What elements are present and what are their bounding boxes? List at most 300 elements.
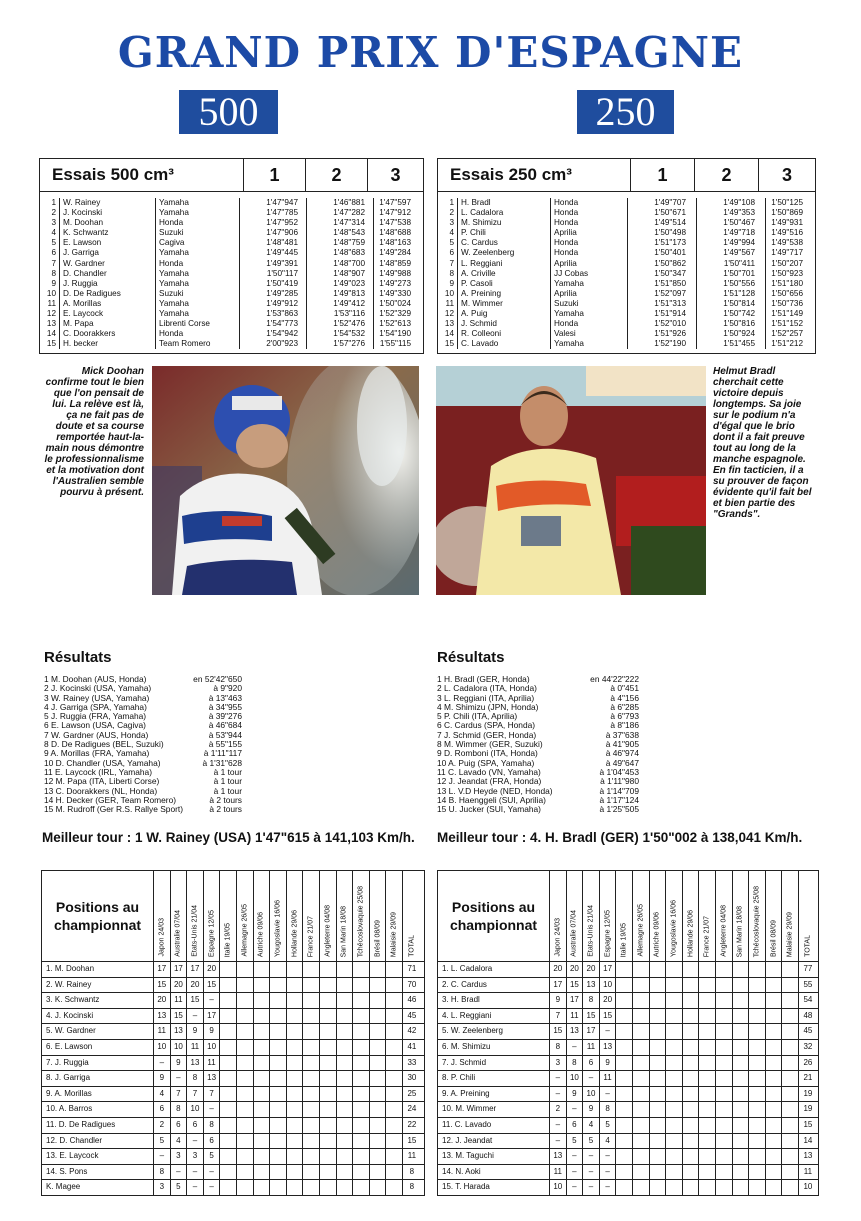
list-item: 15 U. Jucker (SUI, Yamaha)	[437, 804, 541, 815]
list-item: à 53"944	[208, 729, 242, 740]
list-item: 1'49"412	[333, 298, 365, 308]
list-item: P. Casoli	[461, 278, 493, 288]
points-cell	[353, 1087, 370, 1102]
rider-name: 1. L. Cadalora	[438, 962, 550, 977]
list-item: 1'48"907	[333, 268, 365, 278]
points-cell: 6	[204, 1134, 221, 1149]
points-cell: 9	[204, 1024, 221, 1039]
list-item: H. becker	[63, 339, 99, 349]
table-row	[42, 1040, 424, 1056]
total-cell: 48	[803, 1010, 813, 1020]
points-cell: 13	[567, 1024, 584, 1039]
points-cell	[716, 1165, 733, 1180]
points-cell	[270, 1102, 287, 1117]
points-cell	[749, 993, 766, 1008]
list-item: 1'52"613	[379, 319, 411, 329]
points-cell: 8	[550, 1040, 567, 1055]
points-cell	[766, 962, 783, 977]
list-item: Yamaha	[159, 298, 189, 308]
points-cell: 10	[583, 1087, 600, 1102]
points-cell: –	[550, 1087, 567, 1102]
points-cell	[650, 1180, 667, 1195]
list-item: à 39"276	[208, 711, 242, 722]
list-item: Aprilia	[554, 288, 577, 298]
list-item: A. Puig	[461, 309, 488, 319]
list-item: 1'50"816	[723, 319, 755, 329]
list-item: D. Chandler	[63, 268, 107, 278]
rider-name: 8. P. Chili	[438, 1071, 550, 1086]
list-item: 1'47"597	[379, 198, 411, 207]
list-item: Aprilia	[554, 258, 577, 268]
points-cell	[254, 1118, 271, 1133]
points-cell	[633, 1180, 650, 1195]
points-cell	[716, 993, 733, 1008]
points-cell	[220, 962, 237, 977]
column-header: Autriche 09/06	[254, 871, 271, 961]
list-item: 1'51"149	[771, 309, 803, 319]
list-item: 7 W. Gardner (AUS, Honda)	[44, 729, 149, 740]
points-cell: 20	[204, 962, 221, 977]
list-item: 9	[51, 278, 56, 288]
points-cell	[666, 1071, 683, 1086]
column-header: Tchécoslovaquie 25/08	[353, 871, 370, 961]
points-cell	[699, 962, 716, 977]
points-cell	[749, 1134, 766, 1149]
list-item: Yamaha	[159, 309, 189, 319]
points-cell	[237, 1165, 254, 1180]
points-cell	[782, 1087, 799, 1102]
points-cell	[320, 1087, 337, 1102]
points-cell	[386, 1180, 403, 1195]
list-item: 12	[444, 309, 454, 319]
rider-name: 12. J. Jeandat	[438, 1134, 550, 1149]
list-item: à 37"638	[605, 729, 639, 740]
points-cell	[320, 1102, 337, 1117]
column-header: Etats-Unis 21/04	[583, 871, 600, 961]
points-cell: 13	[600, 1040, 617, 1055]
points-cell	[220, 1118, 237, 1133]
points-cell	[370, 1087, 387, 1102]
points-cell	[353, 1071, 370, 1086]
points-cell	[782, 962, 799, 977]
list-item: Yamaha	[159, 268, 189, 278]
points-cell	[766, 978, 783, 993]
list-item: 1'50"419	[266, 278, 298, 288]
table-row	[42, 978, 424, 994]
points-cell	[666, 1102, 683, 1117]
points-cell	[683, 1024, 700, 1039]
points-cell	[220, 1165, 237, 1180]
points-cell	[220, 1102, 237, 1117]
list-item: 1'52"097	[654, 288, 686, 298]
points-cell	[237, 1118, 254, 1133]
points-cell	[237, 1071, 254, 1086]
list-item: 1'53"863	[266, 309, 298, 319]
rider-name: 14. S. Pons	[42, 1165, 154, 1180]
points-cell	[370, 1180, 387, 1195]
list-item: à 46"974	[605, 748, 639, 759]
points-cell	[370, 1024, 387, 1039]
points-cell: 10	[204, 1040, 221, 1055]
points-cell	[699, 1071, 716, 1086]
column-header: France 21/07	[699, 871, 716, 961]
list-item: 1'49"988	[379, 268, 411, 278]
points-cell	[733, 978, 750, 993]
points-cell	[749, 1071, 766, 1086]
column-header: Yougoslavie 16/06	[270, 871, 287, 961]
points-cell: –	[187, 1009, 204, 1024]
points-cell	[650, 1165, 667, 1180]
points-cell	[270, 1149, 287, 1164]
points-cell	[716, 1118, 733, 1133]
points-cell	[650, 1024, 667, 1039]
table-row	[438, 1118, 818, 1134]
points-cell: 11	[171, 993, 188, 1008]
rider-name: 4. J. Kocinski	[42, 1009, 154, 1024]
points-cell	[616, 1165, 633, 1180]
list-item: 1'54"532	[333, 329, 365, 339]
list-item: K. Schwantz	[63, 228, 109, 238]
points-cell	[666, 962, 683, 977]
table-row	[438, 1149, 818, 1165]
points-cell	[320, 1024, 337, 1039]
points-cell	[370, 1056, 387, 1071]
points-cell: –	[567, 1180, 584, 1195]
points-cell: 8	[600, 1102, 617, 1117]
points-cell	[254, 1009, 271, 1024]
list-item: 12	[46, 309, 56, 319]
total-cell: 77	[803, 964, 813, 973]
points-cell	[650, 1040, 667, 1055]
points-cell: –	[550, 1134, 567, 1149]
points-cell: 20	[600, 993, 617, 1008]
list-item: 1'52"190	[654, 339, 686, 349]
rider-name: 4. L. Reggiani	[438, 1009, 550, 1024]
points-cell	[287, 1071, 304, 1086]
rider-name: 3. H. Bradl	[438, 993, 550, 1008]
rider-name: 11. D. De Radigues	[42, 1118, 154, 1133]
list-item: 6	[449, 248, 454, 258]
points-cell	[782, 1149, 799, 1164]
list-item: 5	[51, 238, 56, 248]
list-item: à 1'04"453	[599, 766, 639, 777]
points-cell: 13	[550, 1149, 567, 1164]
rider-name: 7. J. Schmid	[438, 1056, 550, 1071]
total-cell: 33	[407, 1057, 417, 1067]
points-cell: 17	[204, 1009, 221, 1024]
column-header: Japon 24/03	[550, 871, 567, 961]
points-cell	[782, 1102, 799, 1117]
list-item: 1'49"514	[654, 218, 686, 228]
list-item: 1'49"931	[771, 218, 803, 228]
points-cell	[353, 978, 370, 993]
points-cell	[370, 993, 387, 1008]
points-cell: –	[583, 1180, 600, 1195]
rider-name: 3. K. Schwantz	[42, 993, 154, 1008]
points-cell: 8	[187, 1071, 204, 1086]
list-item: 1'50"656	[771, 288, 803, 298]
points-cell	[650, 1149, 667, 1164]
total-cell: 45	[407, 1010, 417, 1020]
rider-name: 2. W. Rainey	[42, 978, 154, 993]
points-cell	[766, 1009, 783, 1024]
points-cell: 13	[583, 978, 600, 993]
list-item: 14 B. Haenggeli (SUI, Aprilia)	[437, 794, 546, 805]
list-item: 8 M. Wimmer (GER, Suzuki)	[437, 739, 543, 750]
points-cell	[337, 1040, 354, 1055]
rider-name: 1. M. Doohan	[42, 962, 154, 977]
points-cell	[616, 1102, 633, 1117]
points-cell	[370, 1009, 387, 1024]
points-cell	[616, 1087, 633, 1102]
list-item: 1'48"759	[333, 238, 365, 248]
list-item: à 8"186	[610, 720, 639, 731]
points-cell	[237, 1180, 254, 1195]
points-cell	[353, 1118, 370, 1133]
list-item: 1'49"717	[771, 248, 803, 258]
total-cell: 70	[407, 979, 417, 989]
points-cell	[303, 1056, 320, 1071]
points-cell: –	[600, 1087, 617, 1102]
points-cell	[766, 1149, 783, 1164]
points-cell: 7	[187, 1087, 204, 1102]
points-cell	[287, 962, 304, 977]
list-item: 9 A. Morillas (FRA, Yamaha)	[44, 748, 150, 759]
points-cell	[254, 1056, 271, 1071]
points-cell	[616, 1149, 633, 1164]
list-item: à 9"920	[213, 683, 242, 694]
points-cell: –	[583, 1165, 600, 1180]
list-item: 3	[449, 218, 454, 228]
session-2-header: 2	[306, 159, 368, 191]
list-item: 1'48"481	[266, 238, 298, 248]
list-item: à 1'14"709	[599, 785, 639, 796]
points-cell	[353, 1009, 370, 1024]
column-header: Etats-Unis 21/04	[187, 871, 204, 961]
points-cell	[749, 1087, 766, 1102]
column-header: Italie 19/05	[220, 871, 237, 961]
points-cell	[782, 978, 799, 993]
table-row	[42, 1024, 424, 1040]
table-row	[438, 1009, 818, 1025]
list-item: à 2 tours	[209, 794, 242, 805]
list-item: 1'50"736	[771, 298, 803, 308]
points-cell: 9	[600, 1056, 617, 1071]
list-item: 1'50"125	[771, 198, 803, 207]
points-cell	[220, 1149, 237, 1164]
column-header: Autriche 09/06	[650, 871, 667, 961]
points-cell	[254, 1040, 271, 1055]
points-cell	[633, 1165, 650, 1180]
total-cell: 55	[803, 979, 813, 989]
points-cell	[733, 1134, 750, 1149]
list-item: 1'50"701	[723, 268, 755, 278]
points-cell	[733, 993, 750, 1008]
list-item: 3	[51, 218, 56, 228]
quali-500-pos	[40, 198, 60, 349]
list-item: Yamaha	[554, 309, 584, 319]
points-cell	[766, 1134, 783, 1149]
points-cell	[254, 978, 271, 993]
points-cell	[683, 962, 700, 977]
points-cell	[386, 1165, 403, 1180]
points-cell	[766, 1056, 783, 1071]
points-cell	[270, 1024, 287, 1039]
points-cell: 10	[154, 1040, 171, 1055]
points-cell	[287, 1102, 304, 1117]
points-cell: 13	[187, 1056, 204, 1071]
points-cell: –	[171, 1165, 188, 1180]
points-cell: –	[187, 1165, 204, 1180]
points-cell	[220, 993, 237, 1008]
points-cell: –	[187, 1180, 204, 1195]
points-cell	[766, 1040, 783, 1055]
points-cell	[616, 1056, 633, 1071]
points-cell	[337, 1149, 354, 1164]
standings-250-table	[437, 870, 819, 1196]
points-cell: 17	[187, 962, 204, 977]
points-cell	[766, 1118, 783, 1133]
list-item: 12 M. Papa (ITA, Liberti Corse)	[44, 776, 160, 787]
points-cell: 6	[154, 1102, 171, 1117]
table-row	[438, 1087, 818, 1103]
points-cell	[699, 1102, 716, 1117]
points-cell	[220, 1180, 237, 1195]
list-item: à 46"684	[208, 720, 242, 731]
points-cell	[683, 1180, 700, 1195]
points-cell	[616, 1134, 633, 1149]
points-cell: –	[204, 1165, 221, 1180]
points-cell	[633, 993, 650, 1008]
points-cell	[386, 1102, 403, 1117]
list-item: Yamaha	[159, 278, 189, 288]
points-cell: 11	[204, 1056, 221, 1071]
list-item: M. Wimmer	[461, 298, 503, 308]
quali-500-riders	[60, 198, 156, 349]
points-cell	[716, 1071, 733, 1086]
points-cell: 6	[583, 1056, 600, 1071]
points-cell	[254, 1024, 271, 1039]
results-500-heading: Résultats	[44, 649, 112, 666]
list-item: 9 D. Romboni (ITA, Honda)	[437, 748, 538, 759]
list-item: 5 P. Chili (ITA, Aprilia)	[437, 711, 518, 722]
points-cell: –	[550, 1118, 567, 1133]
quali-250-t1	[628, 198, 697, 349]
class-500-badge: 500	[179, 90, 278, 134]
points-cell	[749, 1056, 766, 1071]
list-item: Cagiva	[159, 238, 185, 248]
list-item: 1'51"180	[771, 278, 803, 288]
table-row	[42, 1149, 424, 1165]
list-item: Honda	[554, 198, 579, 207]
points-cell	[716, 1149, 733, 1164]
list-item: Honda	[159, 329, 184, 339]
session-2-header: 2	[695, 159, 759, 191]
list-item: 8	[51, 268, 56, 278]
list-item: 1'52"476	[333, 319, 365, 329]
column-header: Hollande 29/06	[683, 871, 700, 961]
points-cell	[303, 978, 320, 993]
list-item: 11	[445, 298, 454, 308]
list-item: 1'49"284	[379, 248, 411, 258]
list-item: 1'50"467	[723, 218, 755, 228]
list-item: 6 E. Lawson (USA, Cagiva)	[44, 720, 146, 731]
points-cell	[716, 1102, 733, 1117]
points-cell	[782, 1071, 799, 1086]
points-cell	[337, 1165, 354, 1180]
points-cell	[633, 1149, 650, 1164]
list-item: 1'49"391	[266, 258, 298, 268]
list-item: Honda	[159, 258, 184, 268]
list-item: 14	[46, 329, 56, 339]
points-cell: 3	[154, 1180, 171, 1195]
list-item: 1'51"455	[723, 339, 755, 349]
table-row	[438, 1102, 818, 1118]
list-item: Honda	[554, 319, 579, 329]
list-item: Suzuki	[554, 298, 579, 308]
points-cell	[220, 1040, 237, 1055]
list-item: 1'50"411	[723, 258, 755, 268]
points-cell	[270, 1087, 287, 1102]
list-item: 1'54"190	[379, 329, 411, 339]
points-cell	[370, 962, 387, 977]
points-cell	[353, 1165, 370, 1180]
points-cell	[320, 1180, 337, 1195]
column-header: Tchécoslovaquie 25/08	[749, 871, 766, 961]
points-cell	[220, 1087, 237, 1102]
points-cell	[320, 1118, 337, 1133]
points-cell: 9	[154, 1071, 171, 1086]
bradl-caption: Helmut Bradl cherchait cette victoire depuis longtemps. Sa joie sur le podium n'a d'égal que le brio dont il a fait preuve tout au long de la manche espagnole. En fin tacticien, il a su prouver de façon évidente qu'il fait bel et bien partie des "Grands".	[713, 366, 812, 520]
points-cell: 15	[204, 978, 221, 993]
points-cell	[716, 1040, 733, 1055]
points-cell	[650, 978, 667, 993]
points-cell	[337, 962, 354, 977]
points-cell	[386, 1118, 403, 1133]
table-row	[438, 1180, 818, 1195]
points-cell	[270, 1040, 287, 1055]
points-cell: 15	[567, 978, 584, 993]
list-item: à 1'11"980	[600, 776, 639, 787]
list-item: 1'47"912	[379, 208, 411, 218]
points-cell	[237, 962, 254, 977]
rider-name: 13. M. Taguchi	[438, 1149, 550, 1164]
points-cell	[683, 1118, 700, 1133]
total-cell: 42	[407, 1026, 417, 1036]
list-item: Yamaha	[159, 248, 189, 258]
points-cell	[353, 1056, 370, 1071]
points-cell	[666, 1118, 683, 1133]
column-header: Australie 07/04	[567, 871, 584, 961]
list-item: 1'48"700	[333, 258, 365, 268]
list-item: 11	[47, 298, 56, 308]
points-cell	[320, 962, 337, 977]
points-cell: 4	[583, 1118, 600, 1133]
column-header: TOTAL	[804, 935, 812, 957]
list-item: 1	[449, 198, 454, 207]
list-item: Honda	[554, 208, 579, 218]
points-cell	[370, 1071, 387, 1086]
column-header: Allemagne 26/05	[237, 871, 254, 961]
list-item: Suzuki	[159, 288, 184, 298]
list-item: à 4"156	[610, 692, 639, 703]
total-cell: 54	[803, 995, 813, 1005]
column-header: Japon 24/03	[154, 871, 171, 961]
points-cell: 7	[550, 1009, 567, 1024]
points-cell	[666, 978, 683, 993]
standings-500-table	[41, 870, 425, 1196]
points-cell	[270, 1071, 287, 1086]
